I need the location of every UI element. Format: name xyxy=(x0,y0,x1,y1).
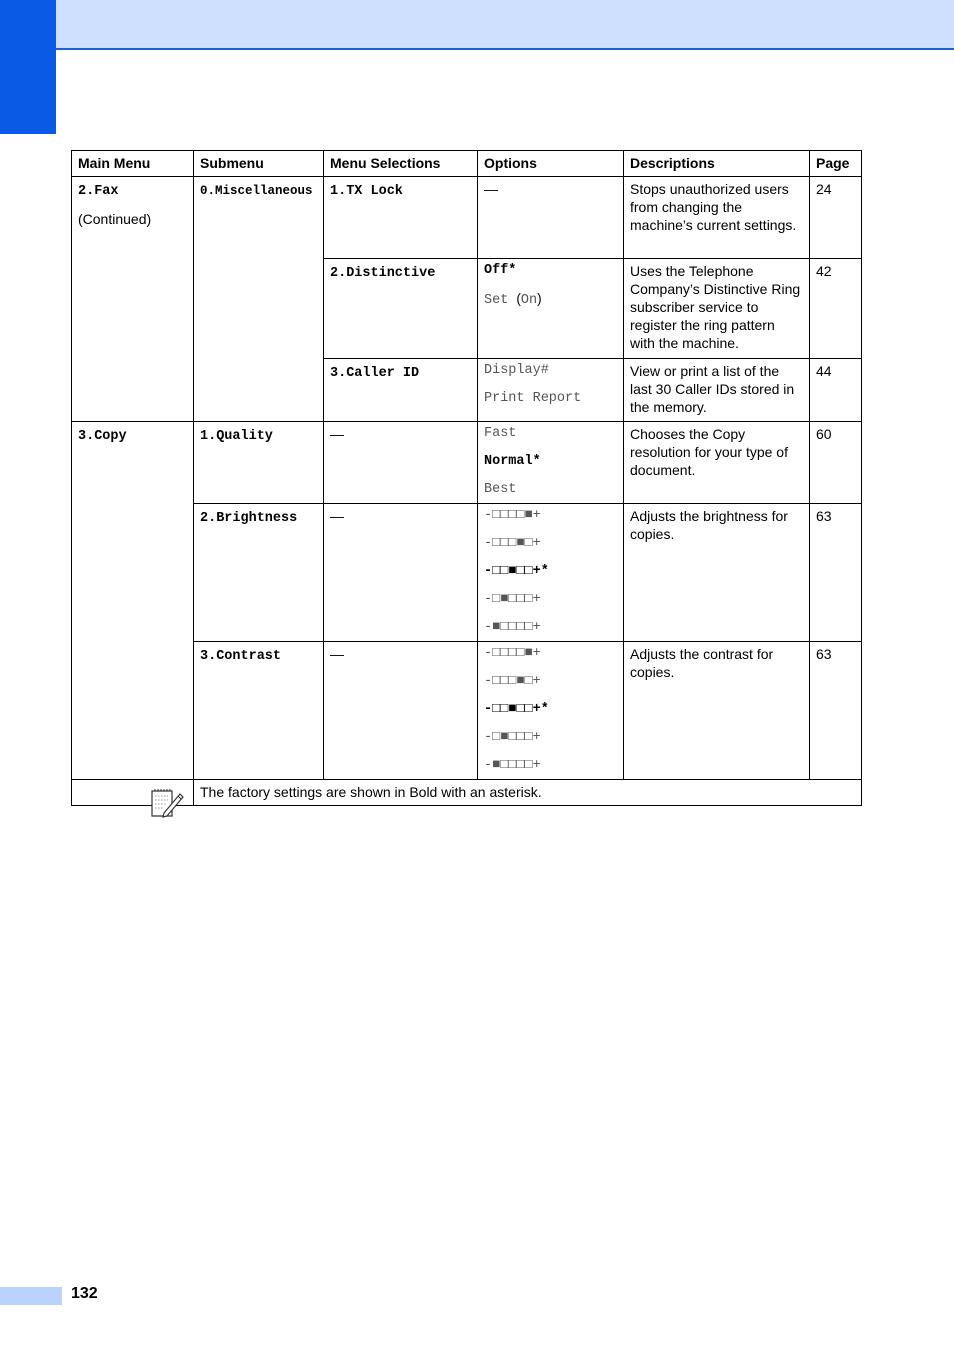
option-print-report: Print Report xyxy=(484,391,582,406)
option-set-on: Set (On) xyxy=(484,291,542,308)
submenu-quality: 1.Quality xyxy=(200,429,273,444)
selection-caller-id: 3.Caller ID xyxy=(330,366,420,381)
note-row xyxy=(72,780,862,806)
options-cell xyxy=(478,259,624,359)
page-cell: 63 xyxy=(810,504,862,642)
option-brightness-level: -□□□□■+ xyxy=(484,508,541,523)
option-fast: Fast xyxy=(484,426,517,441)
selection-cell xyxy=(324,422,478,504)
submenu-brightness: 2.Brightness xyxy=(200,511,298,526)
page-cell: 44 xyxy=(810,359,862,422)
table-row xyxy=(72,422,862,504)
header-band xyxy=(56,0,954,50)
page-cell: 42 xyxy=(810,259,862,359)
options-cell xyxy=(478,177,624,259)
option-brightness-default: -□□■□□+* xyxy=(484,564,549,579)
header-options: Options xyxy=(478,151,624,177)
option-brightness-level: -□□□■□+ xyxy=(484,536,541,551)
selection-cell xyxy=(324,504,478,642)
option-brightness-level: -□■□□□+ xyxy=(484,592,541,607)
menu-table xyxy=(71,150,862,806)
selection-cell xyxy=(324,359,478,422)
option-display: Display# xyxy=(484,363,549,378)
selection-cell xyxy=(324,642,478,780)
selection-cell xyxy=(324,177,478,259)
submenu-miscellaneous: 0.Miscellaneous xyxy=(200,184,313,198)
selection-tx-lock: 1.TX Lock xyxy=(330,184,403,199)
page-number: 132 xyxy=(71,1285,98,1302)
option-normal-default: Normal* xyxy=(484,454,541,469)
chapter-tab xyxy=(0,0,56,134)
option-off-default: Off* xyxy=(484,263,517,278)
options-cell xyxy=(478,359,624,422)
header-main-menu: Main Menu xyxy=(72,151,194,177)
main-menu-fax: 2.Fax xyxy=(78,184,119,199)
options-cell xyxy=(478,504,624,642)
submenu-cell xyxy=(194,177,324,422)
selection-cell xyxy=(324,259,478,359)
option-none: — xyxy=(484,181,498,197)
footer-tab xyxy=(0,1287,62,1305)
options-cell xyxy=(478,642,624,780)
note-pencil-icon xyxy=(150,786,184,820)
description-cell: Adjusts the brightness for copies. xyxy=(624,504,810,642)
table-header-row xyxy=(72,151,862,177)
page-cell: 63 xyxy=(810,642,862,780)
options-cell xyxy=(478,422,624,504)
main-menu-copy: 3.Copy xyxy=(78,429,127,444)
header-descriptions: Descriptions xyxy=(624,151,810,177)
selection-none: — xyxy=(330,646,344,662)
main-menu-cell xyxy=(72,422,194,780)
submenu-cell xyxy=(194,642,324,780)
option-contrast-level: -■□□□□+ xyxy=(484,758,541,773)
selection-none: — xyxy=(330,426,344,442)
submenu-contrast: 3.Contrast xyxy=(200,649,282,664)
description-cell: View or print a list of the last 30 Caller IDs stored in the memory. xyxy=(624,359,810,422)
description-cell: Adjusts the contrast for copies. xyxy=(624,642,810,780)
continued-label: (Continued) xyxy=(78,211,152,227)
description-cell: Stops unauthorized users from changing the machine’s current settings. xyxy=(624,177,810,259)
submenu-cell xyxy=(194,422,324,504)
header-menu-selections: Menu Selections xyxy=(324,151,478,177)
option-contrast-level: -□□□■□+ xyxy=(484,674,541,689)
option-best: Best xyxy=(484,482,517,497)
header-page: Page xyxy=(810,151,862,177)
note-text: The factory settings are shown in Bold with an asterisk. xyxy=(194,780,862,806)
table-row xyxy=(72,177,862,259)
page-cell: 24 xyxy=(810,177,862,259)
description-cell: Chooses the Copy resolution for your type of document. xyxy=(624,422,810,504)
description-cell: Uses the Telephone Company’s Distinctive Ring subscriber service to register the ring pattern with the machine. xyxy=(624,259,810,359)
main-menu-cell xyxy=(72,177,194,422)
selection-none: — xyxy=(330,508,344,524)
selection-distinctive: 2.Distinctive xyxy=(330,266,436,281)
option-brightness-level: -■□□□□+ xyxy=(484,620,541,635)
header-submenu: Submenu xyxy=(194,151,324,177)
submenu-cell xyxy=(194,504,324,642)
option-contrast-default: -□□■□□+* xyxy=(484,702,549,717)
option-contrast-level: -□■□□□+ xyxy=(484,730,541,745)
option-contrast-level: -□□□□■+ xyxy=(484,646,541,661)
page-cell: 60 xyxy=(810,422,862,504)
